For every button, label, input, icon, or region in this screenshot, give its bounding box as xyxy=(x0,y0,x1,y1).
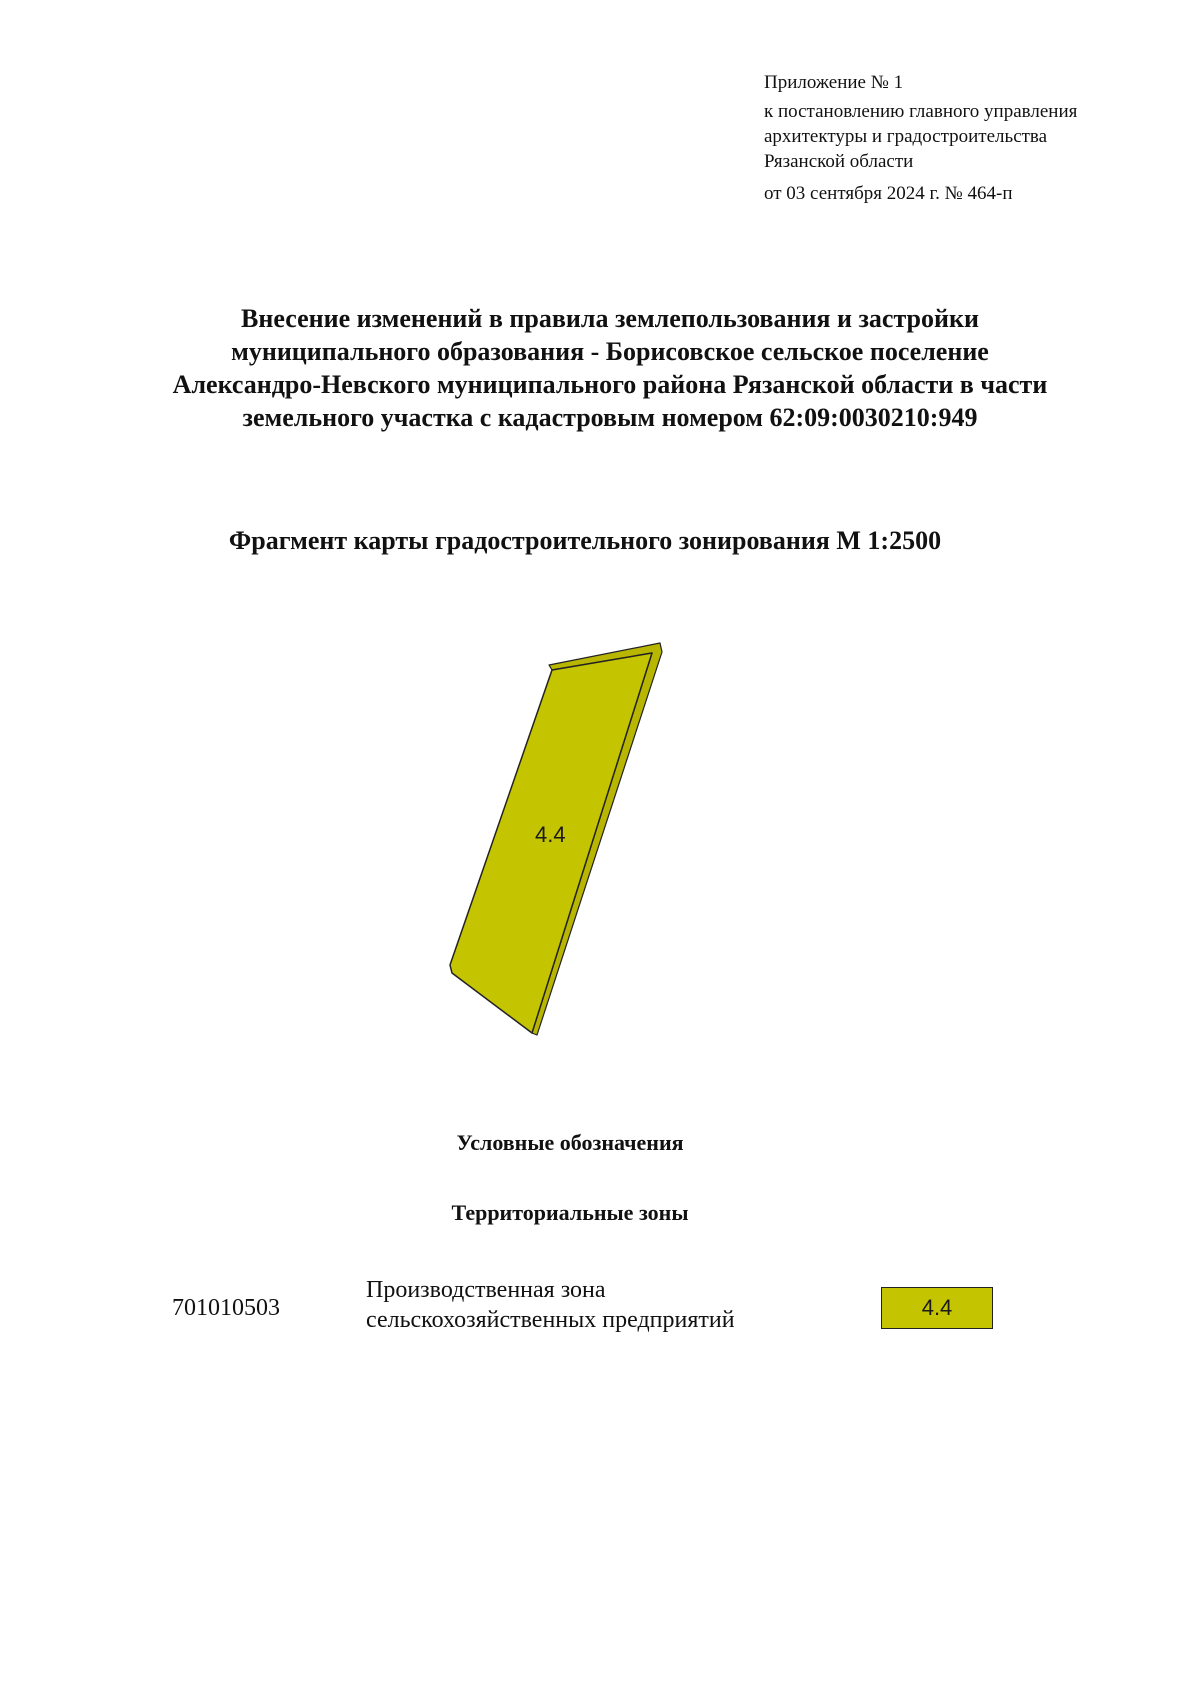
appendix-line-1: к постановлению главного управления xyxy=(764,101,1078,122)
document-title-line-4: земельного участка с кадастровым номером 62:09:0030210:949 xyxy=(242,403,978,432)
legend-zone-name xyxy=(366,1275,735,1335)
zone-label-on-map: 4.4 xyxy=(535,822,566,847)
document-title xyxy=(60,302,1160,434)
appendix-date-line: от 03 сентября 2024 г. № 464-п xyxy=(764,183,1013,204)
map-title: Фрагмент карты градостроительного зонирования М 1:2500 xyxy=(228,526,942,555)
legend-subtitle: Территориальные зоны xyxy=(451,1200,689,1225)
legend-zone-name-line-1: Производственная зона xyxy=(366,1277,606,1303)
appendix-line-3: Рязанской области xyxy=(764,151,914,172)
appendix-line-2: архитектуры и градостроительства xyxy=(764,126,1048,147)
document-title-line-3: Александро-Невского муниципального района Рязанской области в части xyxy=(172,370,1048,399)
legend-zone-code: 701010503 xyxy=(172,1295,280,1321)
document-title-line-2: муниципального образования - Борисовское сельское поселение xyxy=(231,337,989,366)
legend-zone-name-line-2: сельскохозяйственных предприятий xyxy=(366,1307,735,1333)
appendix-block xyxy=(764,70,1164,206)
legend-title: Условные обозначения xyxy=(456,1130,684,1155)
legend-zone-swatch-label: 4.4 xyxy=(921,1295,953,1320)
appendix-number: Приложение № 1 xyxy=(764,72,904,93)
legend-zone-swatch xyxy=(881,1287,993,1329)
document-title-line-1: Внесение изменений в правила землепользования и застройки xyxy=(241,304,979,333)
